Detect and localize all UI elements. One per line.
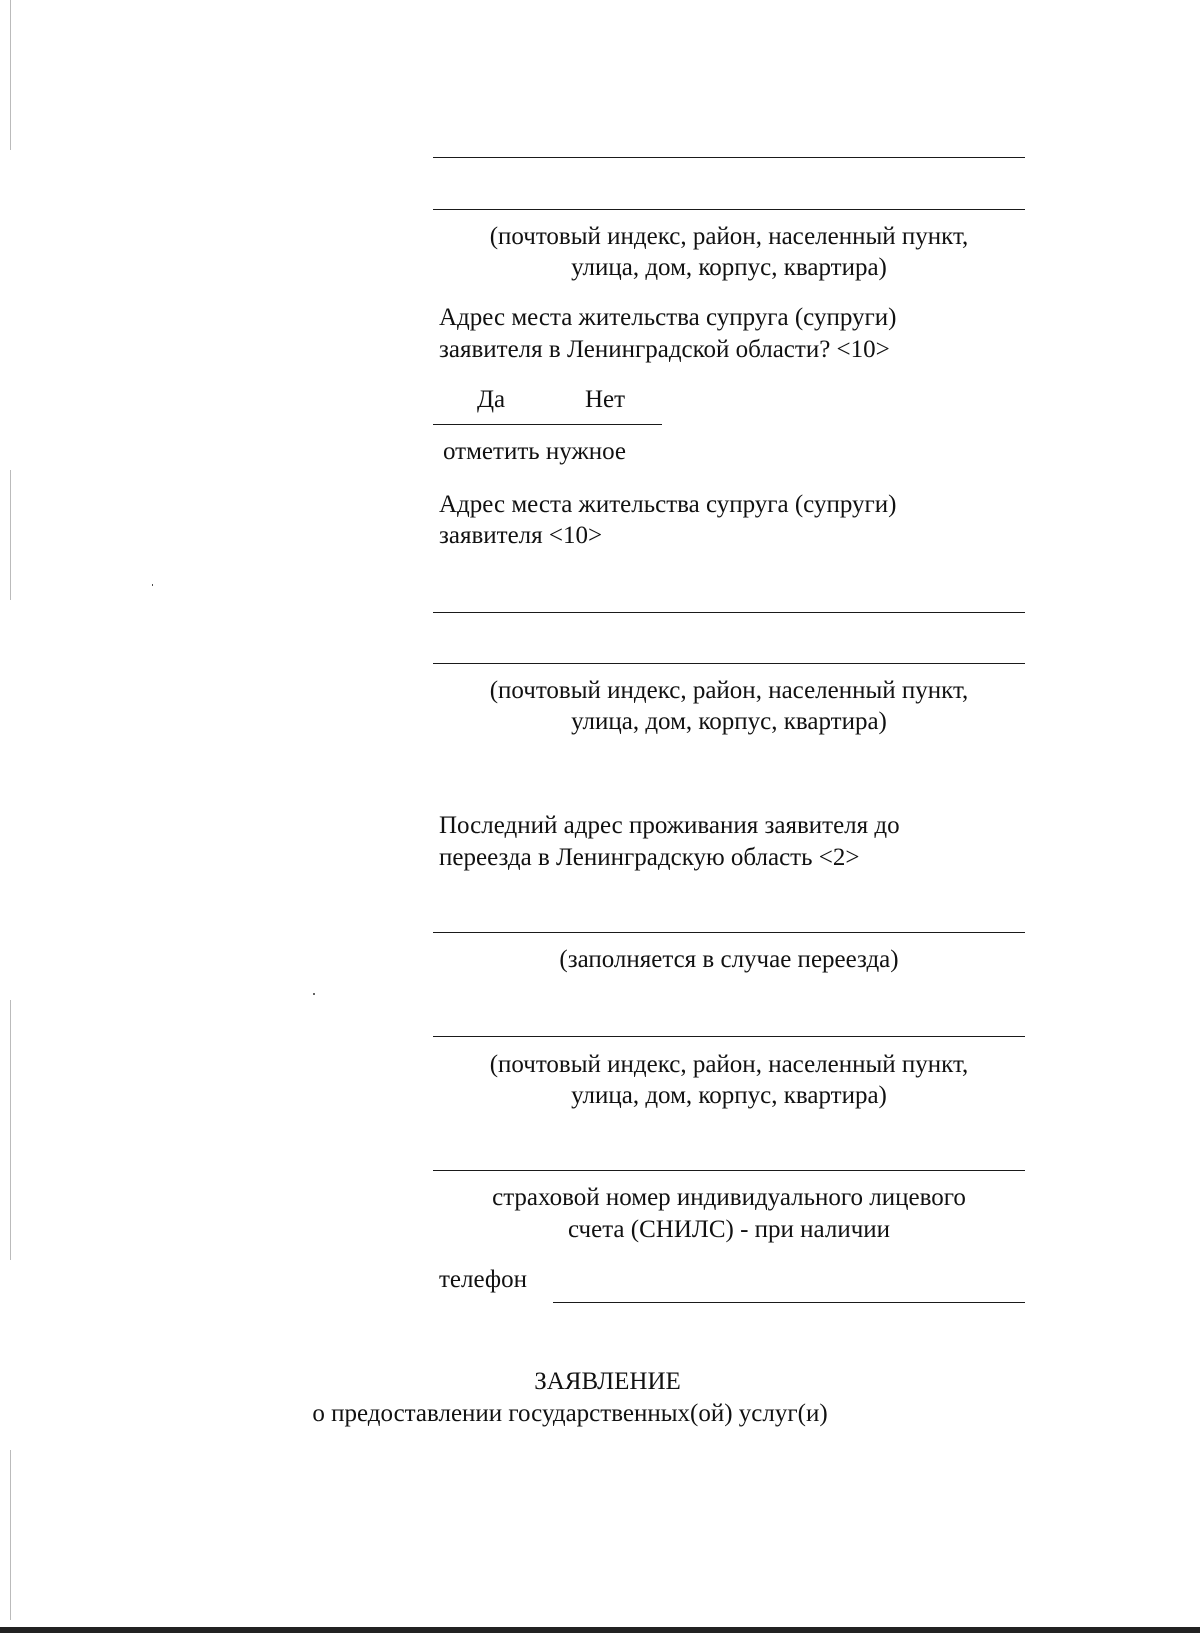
- last-address-line[interactable]: [433, 1036, 1025, 1037]
- statement-subtitle: о предоставлении государственных(ой) услуг(и): [312, 1400, 828, 1427]
- choice-hint: отметить нужное: [443, 438, 626, 465]
- scan-edge: [10, 470, 11, 600]
- choice-yes[interactable]: Да: [477, 386, 506, 413]
- address-line[interactable]: [433, 157, 1025, 158]
- last-address-line[interactable]: [433, 932, 1025, 933]
- address-hint-line-2: улица, дом, корпус, квартира): [571, 708, 887, 735]
- scan-speck: [152, 584, 153, 586]
- address-line[interactable]: [433, 209, 1025, 210]
- spouse-address-line[interactable]: [433, 612, 1025, 613]
- address-hint-line-1: (почтовый индекс, район, населенный пункт,: [489, 677, 969, 704]
- statement-title: ЗАЯВЛЕНИЕ: [534, 1368, 681, 1395]
- spouse-lo-question-line-2: заявителя в Ленинградской области? <10>: [439, 336, 890, 363]
- last-address-label-line-2: переезда в Ленинградскую область <2>: [439, 844, 860, 871]
- spouse-address-label-line-1: Адрес места жительства супруга (супруги): [439, 491, 897, 518]
- spouse-address-line[interactable]: [433, 663, 1025, 664]
- spouse-address-label-line-2: заявителя <10>: [439, 522, 603, 549]
- last-address-label-line-1: Последний адрес проживания заявителя до: [439, 812, 900, 839]
- scan-edge: [10, 1450, 11, 1620]
- address-hint-line-1: (почтовый индекс, район, населенный пункт,: [489, 1051, 969, 1078]
- move-hint: (заполняется в случае переезда): [559, 946, 899, 973]
- snils-line[interactable]: [433, 1170, 1025, 1171]
- phone-label: телефон: [439, 1266, 527, 1293]
- address-hint-line-1: (почтовый индекс, район, населенный пункт,: [489, 223, 969, 250]
- scan-edge: [10, 1000, 11, 1260]
- scan-speck: [313, 993, 315, 995]
- address-hint-line-2: улица, дом, корпус, квартира): [571, 254, 887, 281]
- choice-no[interactable]: Нет: [585, 386, 626, 413]
- phone-line[interactable]: [553, 1302, 1025, 1303]
- scan-edge: [10, 0, 11, 150]
- scan-bottom-edge: [0, 1627, 1200, 1633]
- address-hint-line-2: улица, дом, корпус, квартира): [571, 1082, 887, 1109]
- snils-hint-line-2: счета (СНИЛС) - при наличии: [567, 1216, 891, 1243]
- choice-line: [433, 424, 662, 425]
- snils-hint-line-1: страховой номер индивидуального лицевого: [492, 1184, 966, 1211]
- spouse-lo-question-line-1: Адрес места жительства супруга (супруги): [439, 304, 897, 331]
